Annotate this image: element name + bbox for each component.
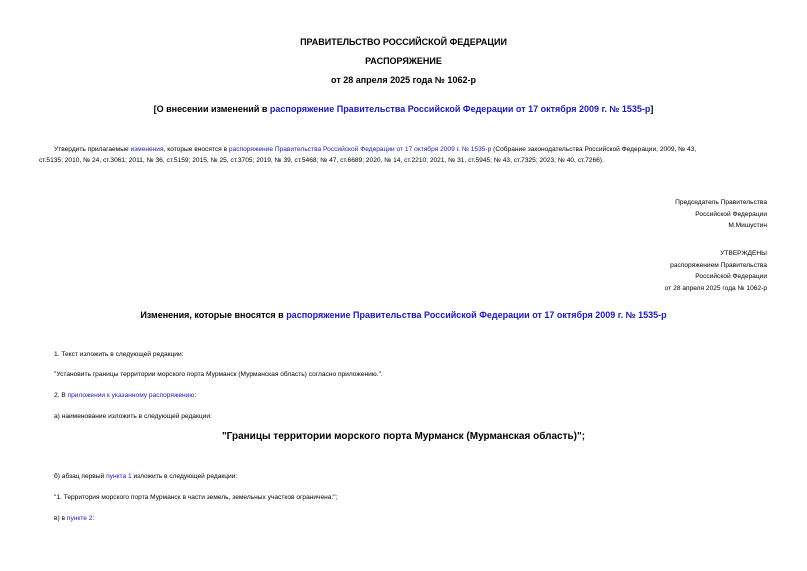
approved-line3: Российской Федерации	[695, 273, 767, 280]
p3-post: :	[194, 392, 197, 399]
p3-link[interactable]: приложении к указанному распоряжению	[67, 392, 195, 399]
signature-line1: Председатель Правительства	[675, 199, 767, 206]
paragraph-1: 1. Текст изложить в следующей редакции:	[54, 351, 184, 358]
signature-line2: Российской Федерации	[695, 210, 767, 218]
intro-text2: , которые вносятся в	[163, 146, 229, 153]
approved-block	[665, 248, 767, 294]
intro-line2: ст.5135; 2010, № 24, ст.3061; 2011, № 36, ст.5159; 2015, № 25, ст.3705; 2019, № 39, ст.5468; № 47, ст.6689; 2020, № 14, ст.2210; 2021, № 31, ст.5945; № 43, ст.7325; 2023, № 40, ст.7266).	[39, 157, 604, 164]
intro-link-changes[interactable]: изменения	[130, 146, 164, 153]
paragraph-5	[54, 473, 237, 480]
p7-post: :	[92, 515, 95, 522]
p7-link[interactable]: пункте 2	[66, 515, 93, 522]
doc-date-number: от 28 апреля 2025 года № 1062-р	[331, 75, 476, 85]
paragraph-3	[54, 392, 196, 399]
approved-line4: от 28 апреля 2025 года № 1062-р	[664, 284, 767, 292]
changes-title	[0, 310, 807, 320]
paragraph-4: а) наименование изложить в следующей редакции:	[54, 413, 212, 420]
paragraph-2: "Установить границы территории морского порта Мурманск (Мурманская область) согласно приложению.".	[54, 371, 383, 378]
signature-line3: М.Мишустин	[728, 222, 767, 229]
changes-title-text: Изменения, которые вносятся в	[140, 310, 287, 320]
title-open: [О внесении изменений в	[153, 104, 270, 114]
intro-line1	[54, 144, 774, 156]
intro-link-order[interactable]: распоряжение Правительства Российской Федерации от 17 октября 2009 г. № 1535-р	[228, 146, 492, 153]
doc-title	[0, 104, 807, 114]
title-link[interactable]: распоряжение Правительства Российской Федерации от 17 октября 2009 г. № 1535-р	[269, 104, 651, 114]
paragraph-7	[54, 515, 94, 522]
approved-line2: распоряжением Правительства	[670, 261, 767, 269]
signature-block	[675, 197, 767, 232]
section-heading: "Границы территории морского порта Мурманск (Мурманская область)";	[221, 431, 586, 442]
changes-title-link[interactable]: распоряжение Правительства Российской Федерации от 17 октября 2009 г. № 1535-р	[286, 310, 667, 320]
title-close: ]	[650, 104, 654, 114]
p5-pre: б) абзац первый	[54, 473, 107, 480]
p7-pre: в) в	[54, 515, 67, 522]
p5-post: изложить в следующей редакции:	[131, 473, 238, 480]
p3-pre: 2. В	[54, 392, 68, 399]
doc-type: РАСПОРЯЖЕНИЕ	[365, 56, 442, 66]
paragraph-6: "1. Территория морского порта Мурманск в части земель, земельных участков ограничена:";	[54, 494, 338, 501]
intro-text1: Утвердить прилагаемые	[54, 146, 131, 153]
government-header: ПРАВИТЕЛЬСТВО РОССИЙСКОЙ ФЕДЕРАЦИИ	[300, 37, 507, 47]
approved-line1: УТВЕРЖДЕНЫ	[720, 250, 767, 257]
p5-link[interactable]: пункта 1	[106, 473, 132, 480]
intro-text3: (Собрание законодательства Российской Федерации, 2009, № 43,	[491, 146, 697, 153]
